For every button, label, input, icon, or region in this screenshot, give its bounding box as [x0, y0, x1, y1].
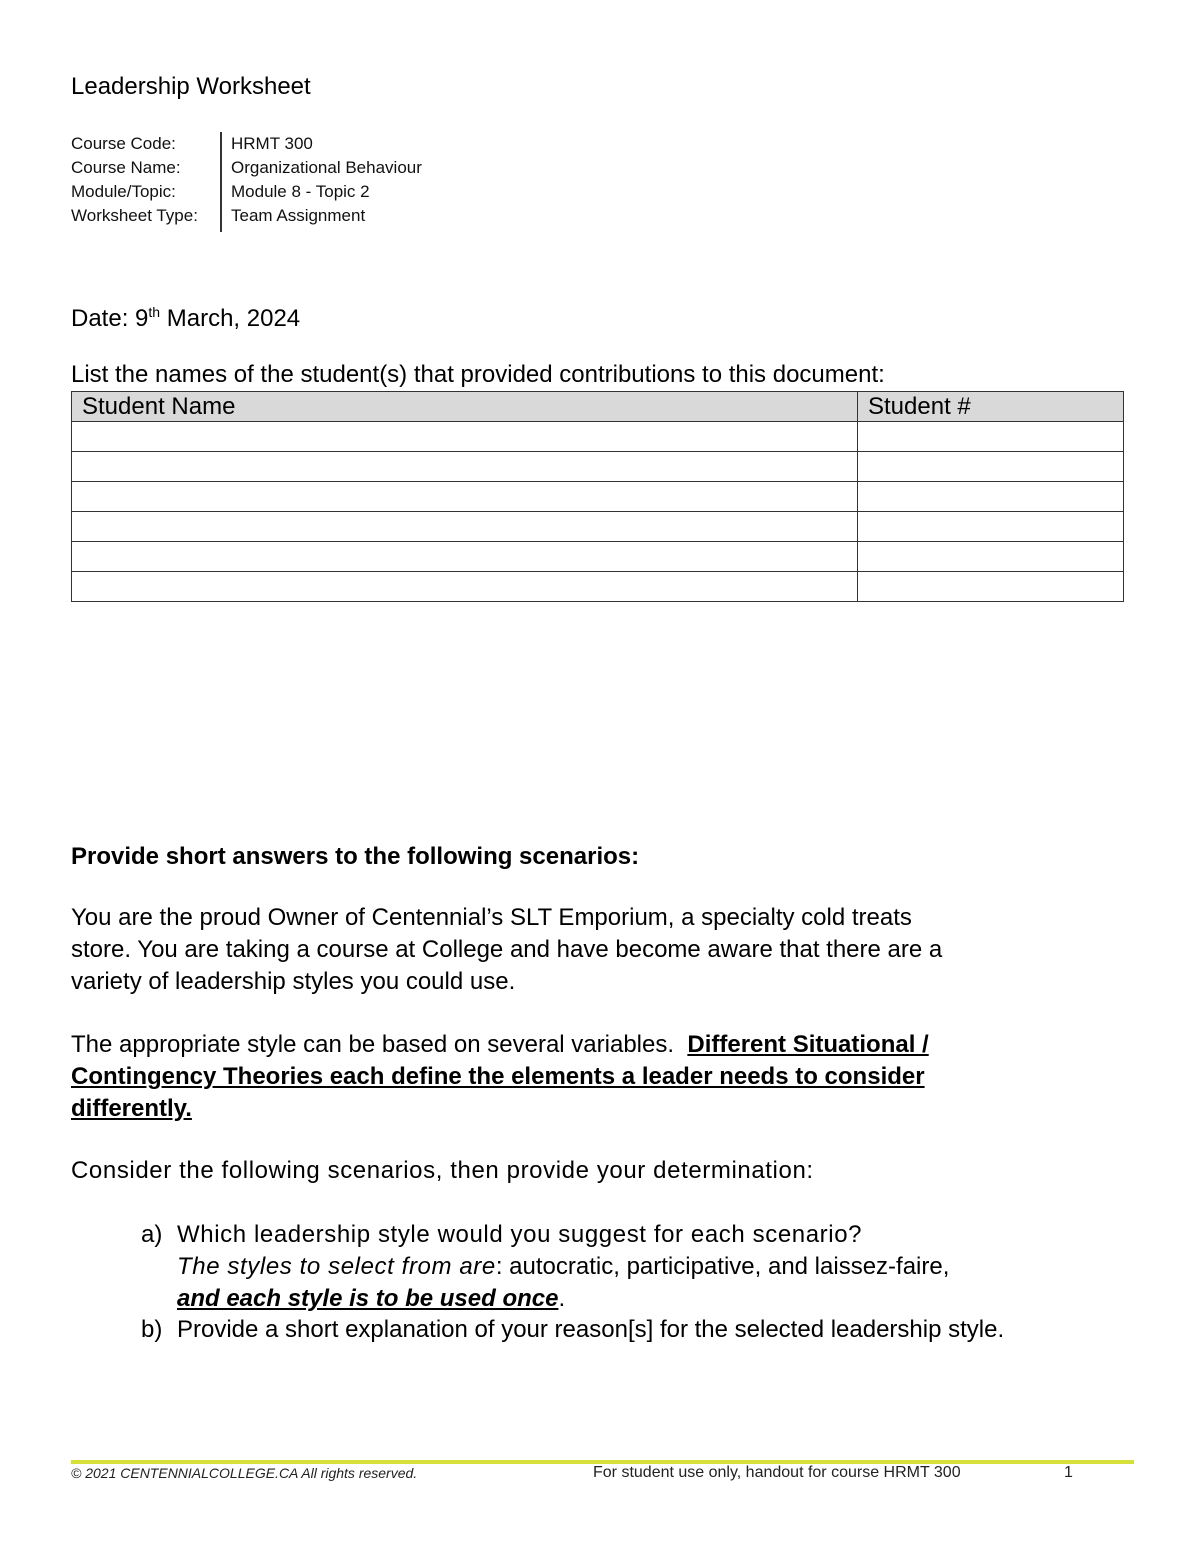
student-name-cell[interactable]	[72, 542, 858, 572]
student-name-cell[interactable]	[72, 452, 858, 482]
student-name-cell[interactable]	[72, 572, 858, 602]
student-number-cell[interactable]	[858, 572, 1124, 602]
emphasis-text: Contingency Theories each define the elements a leader needs to consider	[71, 1063, 925, 1090]
table-row	[72, 452, 1124, 482]
info-label: Module/Topic:	[71, 182, 176, 201]
footer-copyright: © 2021 CENTENNIALCOLLEGE.CA All rights reserved.	[71, 1465, 418, 1481]
date-label: Date: 9	[71, 305, 149, 332]
column-header: Student Name	[72, 392, 858, 422]
table-row	[72, 572, 1124, 602]
style-paragraph	[71, 1029, 929, 1125]
table-row	[72, 542, 1124, 572]
student-name-cell[interactable]	[72, 512, 858, 542]
table-header-row	[72, 392, 1124, 422]
footer-note: For student use only, handout for course HRMT 300	[593, 1464, 961, 1481]
info-value: Team Assignment	[231, 206, 366, 225]
emphasis-text: and each style is to be used once	[177, 1285, 559, 1312]
item-a	[177, 1219, 949, 1315]
text-line: You are the proud Owner of Centennial’s SLT Emporium, a specialty cold treats	[71, 904, 912, 931]
date-line	[71, 296, 300, 335]
info-label: Course Code:	[71, 134, 176, 153]
info-labels	[71, 132, 198, 228]
student-number-cell[interactable]	[858, 542, 1124, 572]
emphasis-text: Different Situational /	[687, 1031, 929, 1058]
student-name-cell[interactable]	[72, 422, 858, 452]
students-prompt: List the names of the student(s) that provided contributions to this document:	[71, 361, 885, 388]
date-value: March, 2024	[160, 305, 301, 332]
table-row	[72, 482, 1124, 512]
page-number: 1	[1064, 1464, 1073, 1481]
column-header: Student #	[858, 392, 1124, 422]
students-table	[71, 391, 1124, 602]
divider	[220, 132, 222, 232]
student-number-cell[interactable]	[858, 422, 1124, 452]
item-a-label: a)	[141, 1221, 163, 1248]
text: : autocratic, participative, and laissez-faire,	[495, 1253, 950, 1280]
table-row	[72, 512, 1124, 542]
info-value: HRMT 300	[231, 134, 313, 153]
student-number-cell[interactable]	[858, 452, 1124, 482]
info-values	[231, 132, 422, 228]
text-line: store. You are taking a course at College and have become aware that there are a	[71, 936, 943, 963]
instruction-text: Consider the following scenarios, then provide your determination:	[71, 1157, 814, 1184]
text: The appropriate style can be based on several variables.	[71, 1031, 688, 1058]
text: .	[558, 1285, 566, 1312]
student-number-cell[interactable]	[858, 512, 1124, 542]
page-title: Leadership Worksheet	[71, 73, 311, 100]
student-name-cell[interactable]	[72, 482, 858, 512]
info-label: Worksheet Type:	[71, 206, 198, 225]
text-line: variety of leadership styles you could use.	[71, 968, 516, 995]
info-label: Course Name:	[71, 158, 181, 177]
item-b: Provide a short explanation of your reason[s] for the selected leadership style.	[177, 1316, 1005, 1343]
text-line: Which leadership style would you suggest for each scenario?	[177, 1221, 863, 1248]
scenarios-heading: Provide short answers to the following scenarios:	[71, 843, 640, 870]
item-b-label: b)	[141, 1316, 163, 1343]
info-value: Organizational Behaviour	[231, 158, 422, 177]
date-sup: th	[148, 304, 161, 320]
student-number-cell[interactable]	[858, 482, 1124, 512]
table-row	[72, 422, 1124, 452]
intro-paragraph	[71, 902, 942, 998]
info-value: Module 8 - Topic 2	[231, 182, 370, 201]
italic-text: The styles to select from are	[177, 1253, 496, 1280]
emphasis-text: differently.	[71, 1095, 192, 1122]
